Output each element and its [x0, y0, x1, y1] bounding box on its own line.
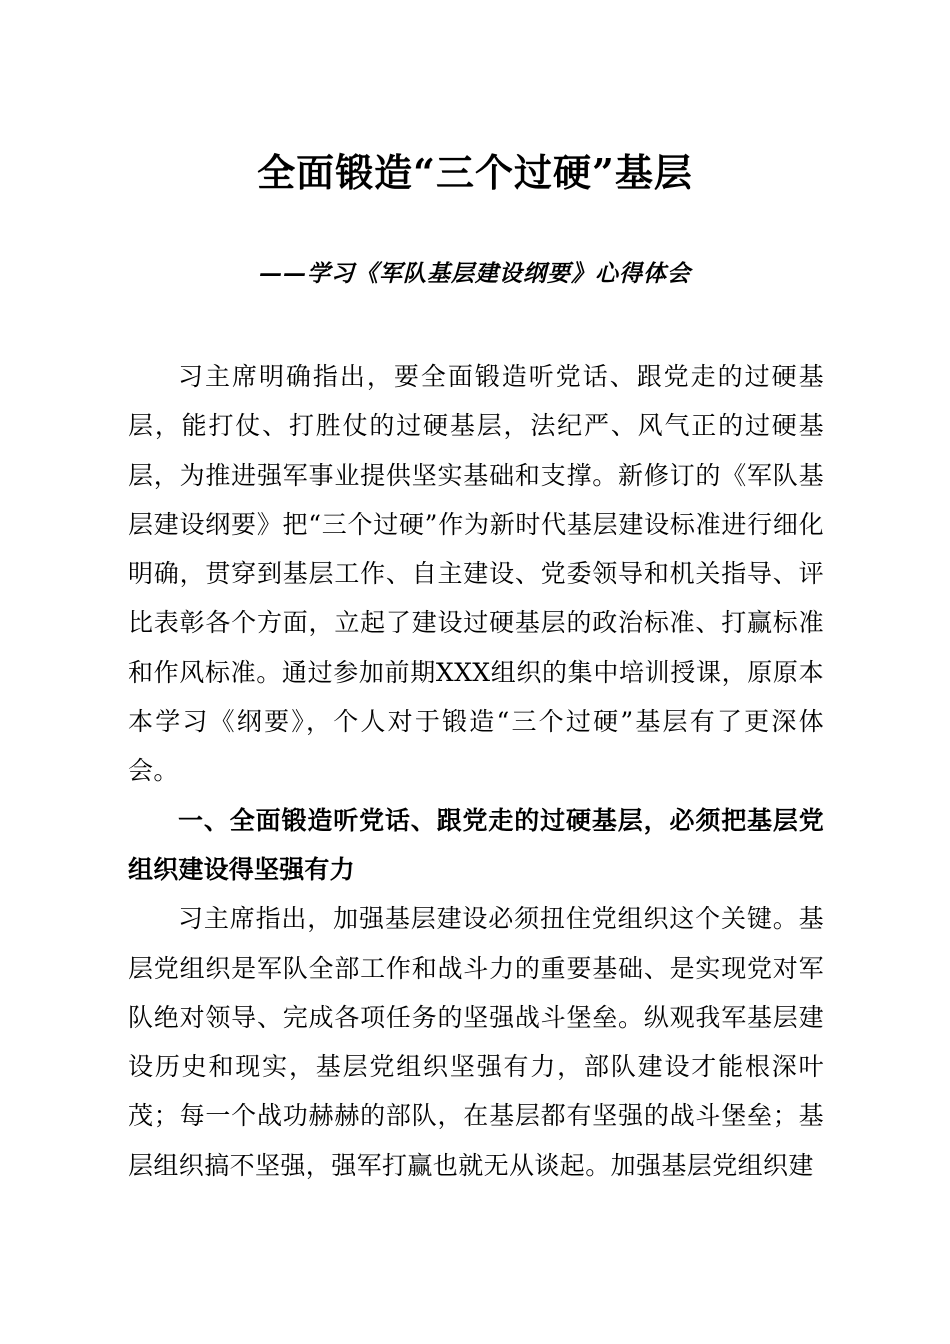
section-paragraph: 习主席指出，加强基层建设必须扭住党组织这个关键。基层党组织是军队全部工作和战斗力的重要基础、是实现党对军队绝对领导、完成各项任务的坚强战斗堡垒。纵观我军基层建设历史和现实，基层党组织坚强有力，部队建设才能根深叶茂；每一个战功赫赫的部队，在基层都有坚强的战斗堡垒；基层组织搞不坚强，强军打赢也就无从谈起。加强基层党组织建 — [128, 904, 824, 1180]
document-body — [128, 352, 824, 1190]
intro-paragraph: 习主席明确指出，要全面锻造听党话、跟党走的过硬基层，能打仗、打胜仗的过硬基层，法纪严、风气正的过硬基层，为推进强军事业提供坚实基础和支撑。新修订的《军队基层建设纲要》把“三个过硬”作为新时代基层建设标准进行细化明确，贯穿到基层工作、自主建设、党委领导和机关指导、评比表彰各个方面，立起了建设过硬基层的政治标准、打赢标准和作风标准。通过参加前期XXX组织的集中培训授课，原原本本学习《纲要》，个人对于锻造“三个过硬”基层有了更深体会。 — [128, 362, 824, 786]
document-title: 全面锻造“三个过硬”基层 — [257, 150, 693, 195]
section-heading: 一、全面锻造听党话、跟党走的过硬基层，必须把基层党组织建设得坚强有力 — [128, 805, 824, 884]
document-subtitle: ——学习《军队基层建设纲要》心得体会 — [259, 260, 691, 287]
